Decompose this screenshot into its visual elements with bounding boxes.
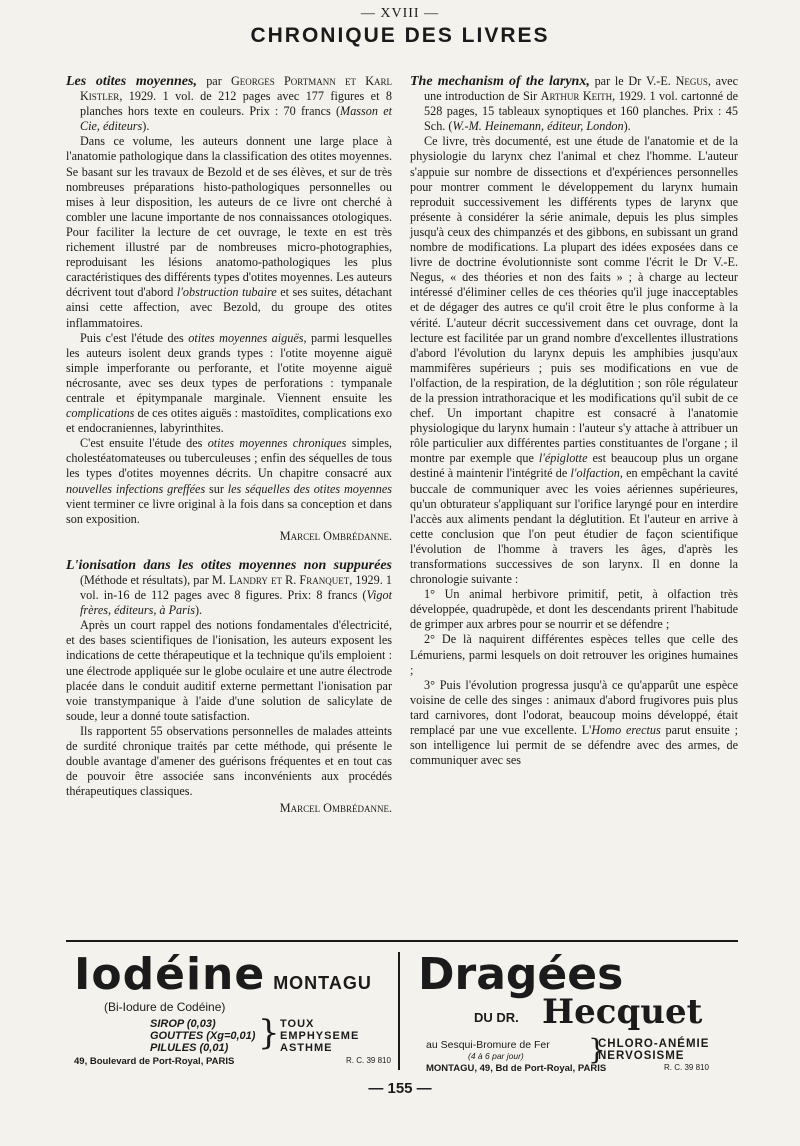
- review-heading: L'ionisation dans les otites moyennes non suppurées (Méthode et résultats), par M. Landry et R. Franquet, 1929. 1 vol. in-16 de 112 pages avec 8 figures. Prix: 8 francs (Vigot frères, éditeurs, à Paris).: [66, 557, 393, 618]
- advert-maker: MONTAGU: [273, 973, 372, 993]
- review-signature: Marcel Ombrédanne.: [279, 528, 392, 543]
- advert-separator: [398, 952, 400, 1070]
- advert-indications: CHLORO-ANÉMIE NERVOSISME: [598, 1038, 710, 1062]
- publisher: W.-M. Heinemann, éditeur, London: [452, 119, 624, 134]
- chronology-item: 2° De là naquirent différentes espèces telles que celle des Lémuriens, parmi lesquels on doit retrouver les origines humaines ;: [410, 632, 738, 677]
- review-signature: Marcel Ombrédanne.: [279, 801, 392, 816]
- page-folio: — XVIII —: [360, 6, 440, 21]
- advert-brand: Iodéine: [74, 949, 266, 1000]
- advert-subtitle: (Bi-Iodure de Codéine): [104, 1000, 226, 1014]
- book-authors: Landry et R. Franquet: [228, 573, 350, 587]
- publisher: Vigot frères, éditeurs, à Paris: [80, 588, 392, 618]
- paragraph: Dans ce volume, les auteurs donnent une large place à l'anatomie pathologique dans la classification des otites moyennes. Se basant sur les travaux de Bezold et de ses élèves, et sur de très nombreuses préparations histo-pathologiques personnelles ou mises à leur disposition, les auteurs de ce livre ont cherché à combler une lacune importante de nos connaissances otologiques. Pour faciliter la lecture de cet ouvrage, le texte en est très richement illustré par de nombreuses micro-photographies, reproduisant les lésions anatomo-pathologiques les plus caractéristiques des différents types d'otites moyennes. Les auteurs décrivent tout d'abord l'obstruction tubaire et ses suites, détachant ainsi cette affection, avec Bezold, du groupe des otites inflammatoires.: [66, 134, 392, 330]
- publisher: Masson et Cie, éditeurs: [80, 104, 393, 134]
- advert-iodeine: [74, 949, 392, 1072]
- paragraph: Après un court rappel des notions fondamentales d'électricité, et des bases scientifiques de l'ionisation, les auteurs exposent les indications de cette thérapeutique et la technique qu'ils emploient : une électrode appliquée sur le globe oculaire et une autre électrode placée dans le conduit auditif externe permettant l'ionisation par voie transtympanique à l'aide d'une solution de salicylate de soude, leur a donné toute satisfaction.: [66, 618, 392, 723]
- paragraph: Ils rapportent 55 observations personnelles de malades atteints de surdité chronique traités par cette méthode, qui présente le double avantage d'amener des guérisons fréquentes et en tout cas de pouvoir être associée sans inconvénients aux procédés thérapeutiques classiques.: [66, 723, 392, 799]
- paragraph: C'est ensuite l'étude des otites moyennes chroniques simples, cholestéatomateuses ou tuberculeuses ; enfin des séquelles de tous les types d'otites moyennes décrits. Un chapitre consacré aux nouvelles infections greffées sur les séquelles des otites moyennes vient terminer ce livre original à la fois dans sa conception et dans son exposition.: [66, 436, 392, 526]
- advert-address: 49, Boulevard de Port-Royal, PARIS: [74, 1056, 235, 1067]
- advert-code: R. C. 39 810: [664, 1063, 709, 1072]
- paragraph: Ce livre, très documenté, est une étude de l'anatomie et de la physiologie du larynx chez l'animal et chez l'homme. L'auteur s'appuie sur nombre de dissections et d'expériences personnelles pour montrer comment le développement du larynx humain reproduit successivement les différents types de larynx que présente à considérer la série animale, depuis les plus simples jusqu'à ceux des chimpanzés et des gibbons, en subissant un grand nombre de modifications. La plupart des idées exposées dans ce livre de doctrine évolutionniste sont comme l'écrit le Dr V.-E. Negus, « des théories et non des faits » ; à charge au lecteur intéressé d'éliminer celles de ces théories qu'il juge inacceptables et de dégager des autres ce qu'il croit être le plus conforme à la vérité. L'auteur décrit successivement dans cet ouvrage, dont la lecture est facilitée par un grand nombre d'excellentes illustrations d'abord l'évolution du larynx depuis les amphibies jusqu'aux mammifères supérieurs ; puis ses modifications en vue de l'olfaction, de la respiration, de la déglutition ; son rôle régulateur de la pression intrathoracique et les modifications qu'il subit de ce chef. Un important chapitre est consacré à l'anatomie physiologique du larynx humain : l'auteur s'y attache à attribuer un rôle particulier aux différentes parties constituantes de l'organe ; il montre par exemple que l'épiglotte est beaucoup plus un organe destiné à maintenir l'intégrité de l'olfaction, en empêchant la cavité buccale de communiquer avec les voies aériennes supérieures, qu'un obturateur s'appliquant sur l'orifice laryngé pour en interdire l'accès aux aliments pendant la déglutition. Et l'auteur en arrive à cette conclusion que l'on peut étudier de façon scientifique l'évolution de l'homme à travers les âges, d'après les transformations successives de son larynx. Il en donne la chronologie suivante :: [410, 134, 738, 587]
- paragraph: Puis c'est l'étude des otites moyennes aiguës, parmi lesquelles les auteurs isolent deux grands types : l'otite moyenne aiguë simple imperforante ou perforante, et l'otite moyenne aiguë nécrosante, avec ses deux types de perforations : tympanale centrale et épitympanale marginale. Viennent ensuite les complications de ces otites aiguës : mastoïdites, complications exo et endocraniennes, labyrinthites.: [66, 330, 392, 436]
- chronology-item: 1° Un animal herbivore primitif, petit, à olfaction très développée, quadrupède, et dont les descendants prirent l'habitude de grimper aux arbres pour se nourrir et se défendre ;: [410, 587, 738, 632]
- book-author: V.-E. Negus: [646, 74, 708, 88]
- section-title: CHRONIQUE DES LIVRES: [250, 24, 550, 47]
- advert-name: Hecquet: [542, 992, 703, 1032]
- right-column: [410, 74, 738, 768]
- brace-glyph: }: [258, 1013, 280, 1053]
- advert-product: au Sesqui-Bromure de Fer: [426, 1039, 550, 1051]
- advert-address: MONTAGU, 49, Bd de Port-Royal, PARIS: [426, 1063, 607, 1074]
- left-column: [66, 74, 392, 817]
- advert-forms: SIROP (0,03) GOUTTES (Xg=0,01) PILULES (0,01): [150, 1018, 256, 1054]
- book-title: L'ionisation dans les otites moyennes non suppurées: [66, 557, 392, 573]
- advert-dose: (4 à 6 par jour): [468, 1051, 524, 1061]
- advert-code: R. C. 39 810: [346, 1056, 391, 1065]
- advert-du-dr: DU DR.: [474, 1010, 519, 1025]
- review-heading: Les otites moyennes, par Georges Portmann et Karl Kistler, 1929. 1 vol. de 212 pages avec 177 figures et 8 planches hors texte en couleurs. Prix : 70 francs (Masson et Cie, éditeurs).: [66, 74, 393, 134]
- chronology-item: 3° Puis l'évolution progressa jusqu'à ce qu'apparût une espèce voisine de celle des singes : animaux d'abord frugivores puis plus tard carnivores, dont l'odorat, beaucoup moins développé, était remplacé par une vue excellente. L'Homo erectus parut ensuite ; son intelligence lui permit de se défendre avec des armes, de communiquer avec ses: [410, 677, 738, 768]
- advert-indications: TOUX EMPHYSEME ASTHME: [280, 1018, 360, 1054]
- advert-dragees: [412, 949, 738, 1074]
- book-authors: Georges Portmann et Karl Kistler: [80, 74, 392, 104]
- brace-glyph: }: [588, 1033, 606, 1066]
- book-title: Les otites moyennes,: [66, 74, 197, 89]
- book-title: The mechanism of the larynx,: [410, 74, 590, 89]
- advert-divider: [66, 940, 738, 942]
- review-heading: The mechanism of the larynx, par le Dr V.-E. Negus, avec une introduction de Sir Arthur Keith, 1929. 1 vol. cartonné de 528 pages, 15 tableaux synoptiques et 160 planches. Prix : 45 Sch. (W.-M. Heinemann, éditeur, London).: [410, 74, 738, 134]
- page-number: — 155 —: [368, 1080, 432, 1097]
- advert-brand: Dragées: [418, 949, 624, 1000]
